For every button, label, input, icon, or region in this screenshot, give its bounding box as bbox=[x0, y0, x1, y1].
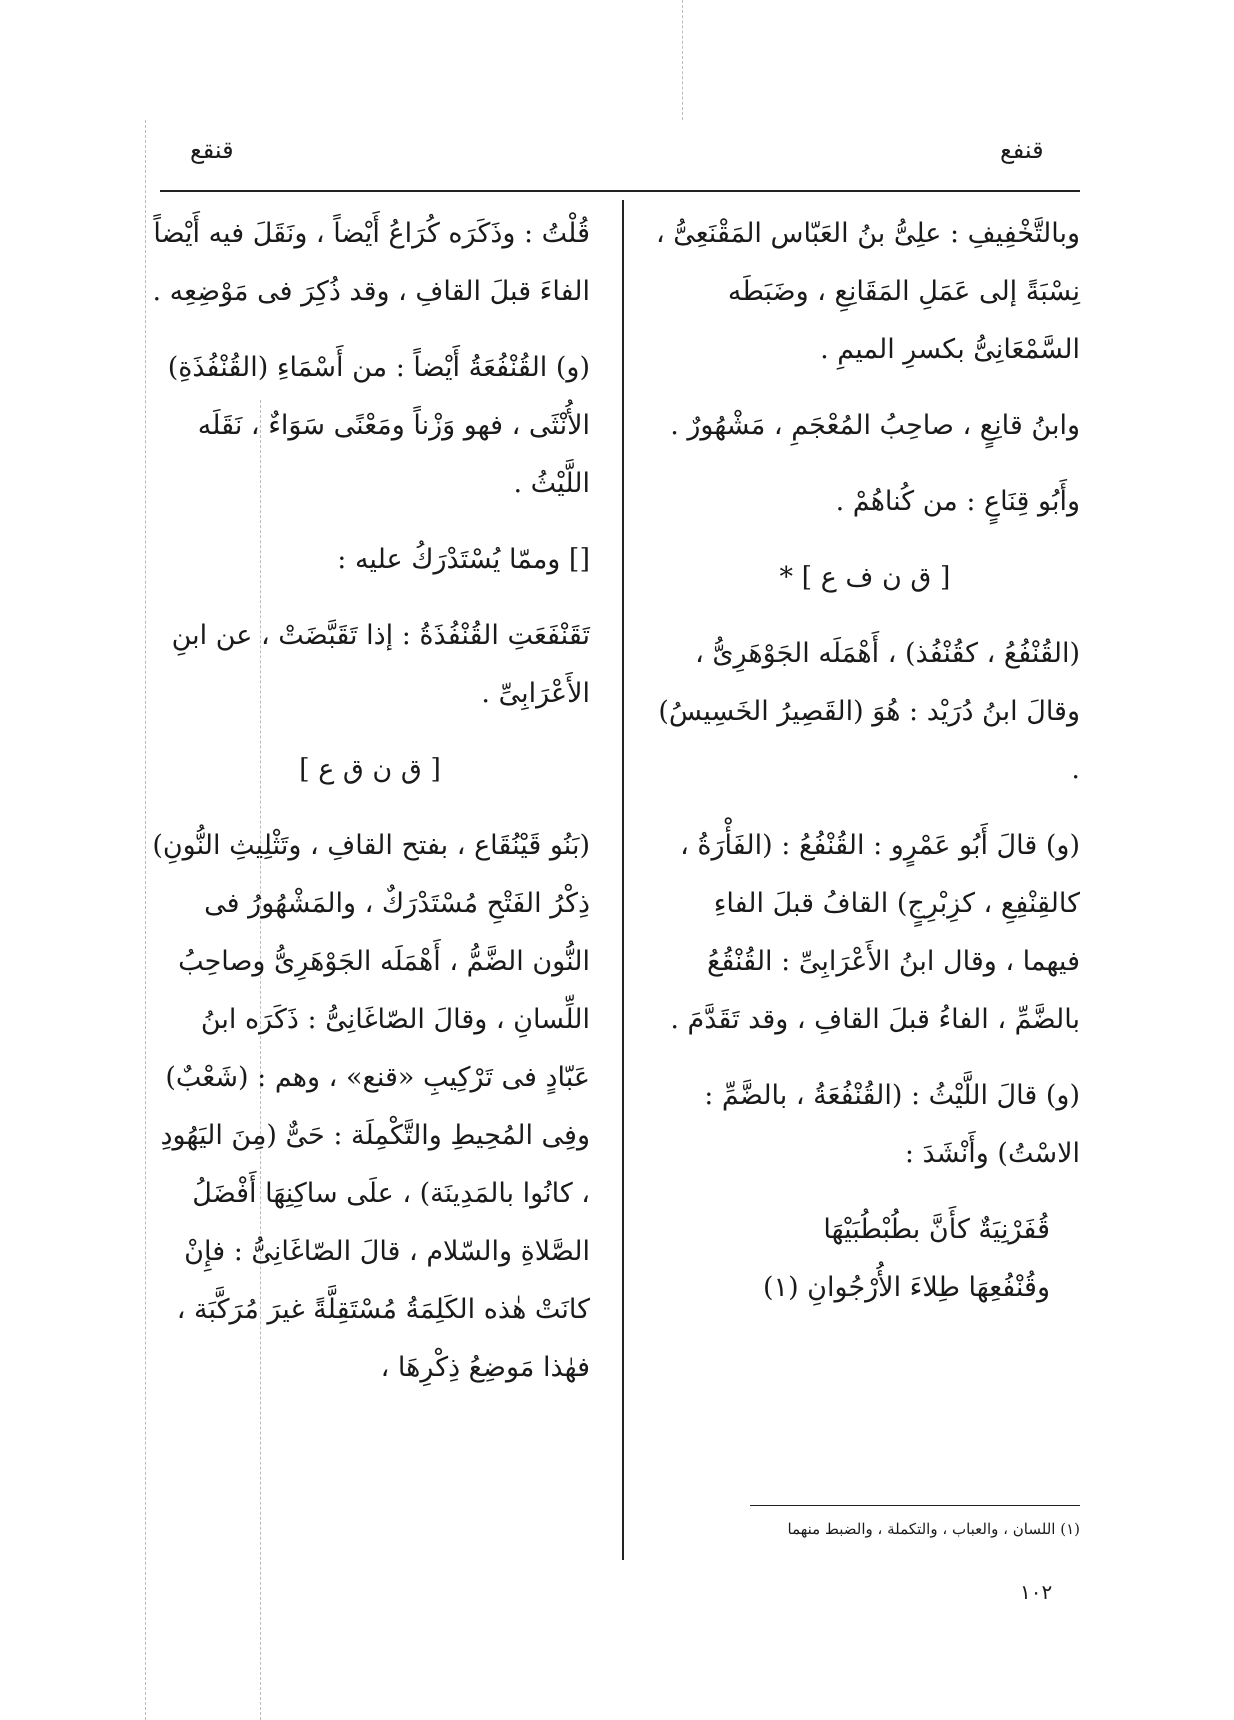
entry-paragraph: (و) القُنْفُعَةُ أَيْضاً : من أَسْمَاءِ (القُنْفُذَةِ) الأُنْثَى ، فهو وَزْناً ومَعْنًى سَوَاءٌ ، نَقَلَه اللَّيْثُ . bbox=[167, 352, 590, 499]
verse-line: وقُنْفُعِهَا طِلاءَ الأُرْجُوانِ (١) bbox=[763, 1272, 1050, 1303]
entry-paragraph: وابنُ قانِعٍ ، صاحِبُ المُعْجَمِ ، مَشْهُورٌ . bbox=[670, 410, 1080, 441]
entry-paragraph: تَقَنْفَعَتِ القُنْفُذَةُ : إذا تَقَبَّضَتْ ، عن ابنِ الأَعْرَابِىِّ . bbox=[171, 620, 590, 709]
header-rule bbox=[160, 190, 1080, 192]
entry-paragraph: (و) قالَ اللَّيْثُ : (القُنْفُعَةُ ، بالضَّمِّ : الاسْتُ) وأَنْشَدَ : bbox=[704, 1080, 1080, 1169]
entry-paragraph: (و) قالَ أَبُو عَمْرٍو : القُنْفُعُ : (الفَأْرَةُ ، كالقِنْفِعِ ، كزِبْرِجٍ) القافُ قبلَ الفاءِ فيهما ، وقال ابنُ الأَعْرَابِىِّ : القُنْقُعُ بالضَّمِّ ، الفاءُ قبلَ القافِ ، وقد تَقَدَّمَ . bbox=[670, 830, 1080, 1035]
section-heading: [ ق ن ق ع ] bbox=[299, 754, 441, 785]
entry-paragraph: وبالتَّخْفِيفِ : علِىُّ بنُ العَبّاس المَقْنَعِىُّ ، نِسْبَةً إلى عَمَلِ المَقَانِعِ ، وضَبَطَه السَّمْعَانِىُّ بكسرِ الميمِ . bbox=[655, 218, 1080, 365]
footnote: (١) اللسان ، والعباب ، والتكملة ، والضبط منهما bbox=[787, 1520, 1080, 1538]
entry-paragraph: (بَنُو قَيْنُقَاع ، بفتح القافِ ، وتَثْلِيثِ النُّونِ) ذِكْرُ الفَتْحِ مُسْتَدْرَكٌ ، والمَشْهُورُ فى النُّون الضَّمُّ ، أَهْمَلَه الجَوْهَرِىُّ وصاحِبُ اللِّسانِ ، وقالَ الصّاغَانِىُّ : ذَكَرَه ابنُ عَبّادٍ فى تَرْكِيبِ «قنع» ، وهم : (شَعْبٌ) وفِى المُحِيطِ والتَّكْمِلَة : حَىٌّ (مِنَ اليَهُودِ ، كانُوا بالمَدِينَة) ، علَى ساكِنِهَا أَفْضَلُ الصَّلاةِ والسّلام ، قالَ الصّاغَانِىُّ : فإِنْ كانَتْ هٰذه الكَلِمَةُ مُسْتَقِلَّةً غيرَ مُرَكَّبَة ، فهٰذا مَوضِعُ ذِكْرِهَا ، bbox=[152, 830, 590, 1383]
section-heading: [ ق ن ف ع ] * bbox=[779, 562, 951, 593]
scan-guide-line bbox=[145, 120, 146, 1720]
entry-paragraph: قُلْتُ : وذَكَرَه كُرَاعُ أَيْضاً ، ونَقَلَ فيه أَيْضاً الفاءَ قبلَ القافِ ، وقد ذُكِرَ فى مَوْضِعِه . bbox=[152, 218, 590, 307]
header-entry-word-left: قنقع bbox=[190, 136, 234, 164]
scan-guide-line bbox=[682, 0, 683, 120]
footnote-rule bbox=[750, 1505, 1080, 1506]
right-text-column bbox=[650, 205, 1080, 1317]
entry-paragraph: (القُنْفُعُ ، كقُنْفُذ) ، أَهْمَلَه الجَوْهَرِىُّ ، وقالَ ابنُ دُرَيْد : هُوَ (القَصِيرُ الخَسِيسُ) . bbox=[658, 638, 1080, 785]
entry-paragraph: وأَبُو قِنَاعٍ : من كُناهُمْ . bbox=[835, 486, 1080, 517]
column-divider bbox=[622, 200, 624, 1560]
page-number: ١٠٢ bbox=[1020, 1580, 1053, 1604]
entry-paragraph: [] وممّا يُسْتَدْرَكُ عليه : bbox=[337, 544, 590, 575]
verse-line: قُفَرْنِيَةٌ كأَنَّ بطُبْطُبَيْهَا bbox=[823, 1214, 1050, 1245]
header-entry-word-right: قنفع bbox=[1000, 136, 1044, 164]
left-text-column bbox=[150, 205, 590, 1415]
